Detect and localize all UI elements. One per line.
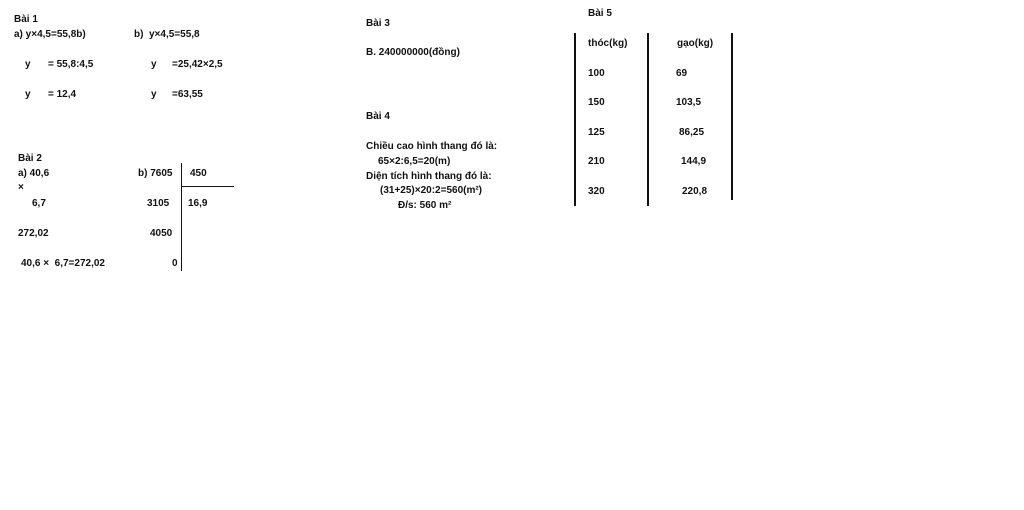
bai1-a-step1-expr: = 55,8:4,5 <box>48 59 94 70</box>
table-header-thoc: thóc(kg) <box>588 38 628 49</box>
table-cell-thoc: 320 <box>588 186 605 197</box>
bai4-line-5: Đ/s: 560 m² <box>398 200 452 211</box>
bai1-b-header: b) y×4,5=55,8 <box>134 29 200 40</box>
table-cell-gao: 69 <box>676 68 688 79</box>
table-cell-thoc: 210 <box>588 156 605 167</box>
bai1-b-step1-expr: =25,42×2,5 <box>172 59 223 70</box>
bai2-b-dividend: b) 7605 <box>138 168 173 179</box>
table-cell-thoc: 150 <box>588 97 605 108</box>
table-left-border <box>574 33 576 206</box>
bai3-answer: B. 240000000(đồng) <box>366 47 460 58</box>
table-cell-gao: 103,5 <box>676 97 702 108</box>
bai2-b-quotient: 16,9 <box>188 198 208 209</box>
table-cell-gao: 220,8 <box>682 186 708 197</box>
bai3-title: Bài 3 <box>366 18 390 29</box>
bai2-title: Bài 2 <box>18 153 42 164</box>
bai2-a-factor: 6,7 <box>32 198 46 209</box>
bai2-a-times-sign: × <box>18 182 24 193</box>
bai2-a-product: 272,02 <box>18 228 49 239</box>
bai1-b-step2-var: y <box>151 89 157 100</box>
bai4-line-4: (31+25)×20:2=560(m²) <box>380 185 483 196</box>
bai4-line-3: Diện tích hình thang đó là: <box>366 171 492 182</box>
bai2-b-remainder-3: 0 <box>172 258 178 269</box>
table-cell-thoc: 125 <box>588 127 605 138</box>
table-right-border <box>731 33 733 200</box>
bai5-title: Bài 5 <box>588 8 612 19</box>
division-vertical-line <box>181 163 182 271</box>
bai1-b-step2-expr: =63,55 <box>172 89 203 100</box>
bai2-b-remainder-2: 4050 <box>150 228 173 239</box>
bai1-a-step1-var: y <box>25 59 31 70</box>
bai4-title: Bài 4 <box>366 111 390 122</box>
bai2-b-divisor: 450 <box>190 168 207 179</box>
bai4-line-2: 65×2:6,5=20(m) <box>378 156 451 167</box>
bai1-a-header: a) y×4,5=55,8b) <box>14 29 86 40</box>
bai2-a-multiplicand: a) 40,6 <box>18 168 50 179</box>
table-middle-border <box>647 33 649 206</box>
bai1-b-step1-var: y <box>151 59 157 70</box>
bai1-a-step2-expr: = 12,4 <box>48 89 77 100</box>
bai2-b-remainder-1: 3105 <box>147 198 170 209</box>
division-horizontal-line <box>181 186 234 187</box>
bai2-a-result: 40,6 × 6,7=272,02 <box>21 258 105 269</box>
table-cell-thoc: 100 <box>588 68 605 79</box>
table-cell-gao: 86,25 <box>679 127 705 138</box>
bai4-line-1: Chiều cao hình thang đó là: <box>366 141 498 152</box>
bai1-title: Bài 1 <box>14 14 38 25</box>
table-cell-gao: 144,9 <box>681 156 707 167</box>
table-header-gao: gạo(kg) <box>677 38 714 49</box>
bai1-a-step2-var: y <box>25 89 31 100</box>
